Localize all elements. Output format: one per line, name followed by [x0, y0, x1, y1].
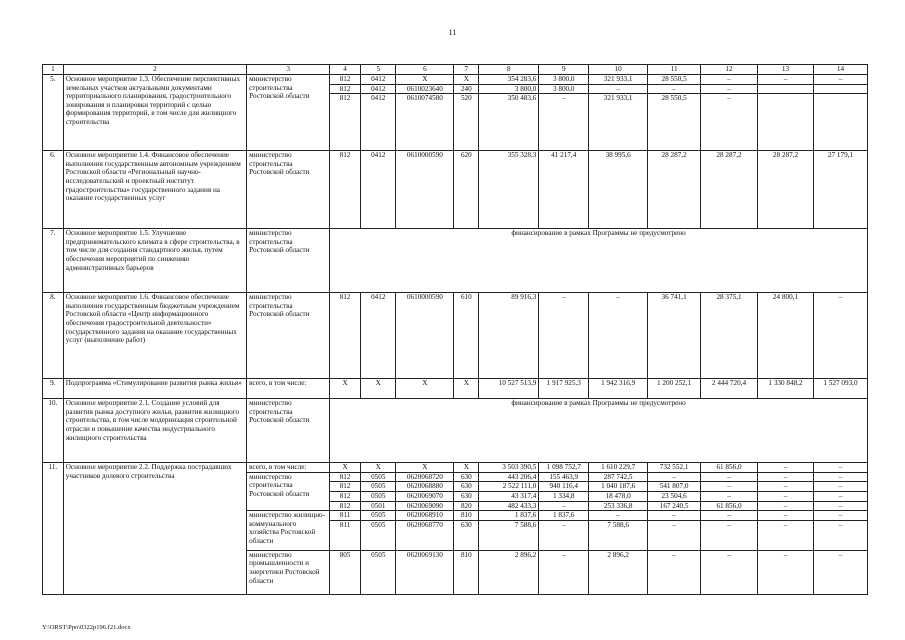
value-cell: –	[813, 482, 867, 492]
value-cell: 0610000590	[396, 151, 454, 229]
value-cell: 28 375,1	[701, 293, 758, 379]
column-header: 5	[361, 65, 396, 75]
executor-cell: министерство строительства Ростовской области	[247, 472, 330, 510]
value-cell: X	[361, 379, 396, 399]
value-cell: 812	[330, 293, 361, 379]
value-cell: 287 742,5	[589, 472, 648, 482]
row-number: 9.	[43, 379, 64, 399]
value-cell: –	[758, 75, 814, 85]
value-cell: 811	[330, 511, 361, 521]
value-cell: 0412	[361, 84, 396, 94]
value-cell: –	[648, 472, 701, 482]
row-number: 7.	[43, 229, 64, 293]
value-cell: –	[539, 520, 589, 550]
value-cell: –	[701, 472, 758, 482]
value-cell: –	[589, 84, 648, 94]
value-cell: –	[539, 94, 589, 151]
value-cell: 10 527 513,9	[479, 379, 539, 399]
value-cell: 0620069090	[396, 501, 454, 511]
value-cell: –	[813, 463, 867, 473]
activity-name: Основное мероприятие 1.6. Финансовое обеспечение выполнения государственным бюджетным учреждением Ростовской области «Центр информационного обеспечения градостроительной деятельности» государственного задания на оказание государственных услуг (выполнение работ)	[63, 293, 246, 379]
value-cell: 28 287,2	[701, 151, 758, 229]
value-cell: 610	[454, 293, 479, 379]
executor-cell: министерство промышленности и энергетики Ростовской области	[247, 550, 330, 594]
executor-cell: министерство жилищно-коммунального хозяйства Ростовской области	[247, 511, 330, 551]
financing-note: финансирование в рамках Программы не предусмотрено	[330, 399, 868, 463]
value-cell: –	[758, 520, 814, 550]
value-cell: –	[758, 550, 814, 594]
column-header: 12	[701, 65, 758, 75]
value-cell: 811	[330, 520, 361, 550]
value-cell: 2 444 720,4	[701, 379, 758, 399]
value-cell: X	[454, 463, 479, 473]
activity-name: Основное мероприятие 2.1. Создание условий для развития рынка доступного жилья, развития жилищного строительства, в том числе модернизация строительной отрасли и повышение качества индустриального жилищного строительства	[63, 399, 246, 463]
value-cell	[813, 94, 867, 151]
value-cell: –	[813, 511, 867, 521]
value-cell: 355 328,3	[479, 151, 539, 229]
value-cell: 354 283,6	[479, 75, 539, 85]
activity-name: Основное мероприятие 1.3. Обеспечение перспективных земельных участков актуальными документами территориального планирования, градостроительного зонирования и планировки территорий с целью формирования территорий, в том числе для жилищного строительства	[63, 75, 246, 151]
value-cell: 253 336,8	[589, 501, 648, 511]
value-cell: 443 206,4	[479, 472, 539, 482]
value-cell: –	[648, 84, 701, 94]
value-cell: –	[701, 550, 758, 594]
value-cell: X	[396, 75, 454, 85]
value-cell: 0505	[361, 482, 396, 492]
column-header: 13	[758, 65, 814, 75]
program-finance-table	[42, 64, 868, 595]
value-cell: –	[648, 520, 701, 550]
column-header: 9	[539, 65, 589, 75]
column-header: 10	[589, 65, 648, 75]
value-cell: 321 933,1	[589, 75, 648, 85]
financing-note: финансирование в рамках Программы не предусмотрено	[330, 229, 868, 293]
value-cell: 0505	[361, 472, 396, 482]
value-cell: 167 240,5	[648, 501, 701, 511]
value-cell: 482 433,3	[479, 501, 539, 511]
value-cell: 38 995,6	[589, 151, 648, 229]
value-cell: –	[701, 520, 758, 550]
value-cell: 36 741,1	[648, 293, 701, 379]
column-header: 14	[813, 65, 867, 75]
value-cell: 61 856,0	[701, 501, 758, 511]
value-cell: 630	[454, 472, 479, 482]
value-cell: –	[813, 520, 867, 550]
value-cell: 3 503 390,5	[479, 463, 539, 473]
value-cell: 2 896,2	[479, 550, 539, 594]
value-cell: 43 317,4	[479, 491, 539, 501]
value-cell: 2 522 111,0	[479, 482, 539, 492]
value-cell: X	[330, 463, 361, 473]
value-cell: 1 527 093,0	[813, 379, 867, 399]
value-cell: –	[813, 491, 867, 501]
value-cell: 89 916,3	[479, 293, 539, 379]
value-cell: 28 550,5	[648, 94, 701, 151]
column-header: 2	[63, 65, 246, 75]
executor-cell: всего, в том числе:	[247, 463, 330, 473]
value-cell: X	[454, 379, 479, 399]
value-cell: 812	[330, 501, 361, 511]
value-cell: 0501	[361, 501, 396, 511]
page-number: 11	[448, 28, 457, 37]
table-row	[43, 293, 868, 379]
value-cell: 321 933,1	[589, 94, 648, 151]
footer-file-path: Y:\ORST\Ppo\0322p196.f21.docx	[42, 624, 131, 631]
value-cell: –	[813, 293, 867, 379]
row-number: 8.	[43, 293, 64, 379]
value-cell: 0620068720	[396, 472, 454, 482]
value-cell: 630	[454, 482, 479, 492]
value-cell: 620	[454, 151, 479, 229]
value-cell: 155 463,9	[539, 472, 589, 482]
value-cell: –	[539, 550, 589, 594]
value-cell: 2 896,2	[589, 550, 648, 594]
table-row	[43, 379, 868, 399]
value-cell: 812	[330, 84, 361, 94]
executor-cell: министерство строительства Ростовской области	[247, 75, 330, 151]
value-cell	[758, 84, 814, 94]
value-cell: 240	[454, 84, 479, 94]
value-cell: 812	[330, 472, 361, 482]
value-cell: –	[589, 511, 648, 521]
value-cell: 27 179,1	[813, 151, 867, 229]
value-cell: –	[701, 491, 758, 501]
value-cell: –	[539, 501, 589, 511]
value-cell: 812	[330, 94, 361, 151]
value-cell: –	[813, 472, 867, 482]
activity-name: Подпрограмма «Стимулирование развития рынка жилья»	[63, 379, 246, 399]
value-cell: 810	[454, 550, 479, 594]
value-cell: 3 800,0	[479, 84, 539, 94]
value-cell: 28 287,2	[648, 151, 701, 229]
value-cell: 1 334,8	[539, 491, 589, 501]
activity-name: Основное мероприятие 1.5. Улучшение предпринимательского климата в сфере строительства, в том числе для создания стандартного жилья, путем обеспечения мероприятий по снижению административных барьеров	[63, 229, 246, 293]
value-cell: 732 552,1	[648, 463, 701, 473]
value-cell: 350 483,6	[479, 94, 539, 151]
value-cell: –	[701, 511, 758, 521]
value-cell: –	[648, 550, 701, 594]
value-cell: 541 807,0	[648, 482, 701, 492]
value-cell: 0610023640	[396, 84, 454, 94]
value-cell: 0412	[361, 94, 396, 151]
value-cell: 0505	[361, 520, 396, 550]
table-row	[43, 75, 868, 85]
column-header: 11	[648, 65, 701, 75]
value-cell: 28 550,5	[648, 75, 701, 85]
value-cell: –	[701, 84, 758, 94]
column-header: 4	[330, 65, 361, 75]
value-cell: –	[701, 482, 758, 492]
value-cell: 0620069070	[396, 491, 454, 501]
value-cell: 0505	[361, 511, 396, 521]
table-row	[43, 463, 868, 473]
executor-cell: министерство строительства Ростовской области	[247, 399, 330, 463]
value-cell: –	[758, 511, 814, 521]
value-cell: 940 116,4	[539, 482, 589, 492]
value-cell: 0412	[361, 75, 396, 85]
value-cell: 0505	[361, 550, 396, 594]
value-cell: 1 610 229,7	[589, 463, 648, 473]
value-cell: 0610000590	[396, 293, 454, 379]
column-header: 1	[43, 65, 64, 75]
value-cell: 812	[330, 482, 361, 492]
value-cell: 0505	[361, 491, 396, 501]
executor-cell: всего, в том числе:	[247, 379, 330, 399]
value-cell: X	[396, 463, 454, 473]
table-row	[43, 399, 868, 463]
value-cell: X	[330, 379, 361, 399]
value-cell: 1 098 752,7	[539, 463, 589, 473]
value-cell: –	[813, 550, 867, 594]
value-cell: –	[758, 501, 814, 511]
value-cell: 0412	[361, 151, 396, 229]
value-cell: –	[701, 75, 758, 85]
value-cell: 0620068770	[396, 520, 454, 550]
value-cell: 1 837,6	[539, 511, 589, 521]
value-cell: –	[758, 463, 814, 473]
value-cell	[758, 94, 814, 151]
value-cell: 0620068910	[396, 511, 454, 521]
executor-cell: министерство строительства Ростовской области	[247, 229, 330, 293]
value-cell: 812	[330, 75, 361, 85]
row-number: 10.	[43, 399, 64, 463]
column-header: 8	[479, 65, 539, 75]
value-cell: –	[539, 293, 589, 379]
value-cell: 1 917 925,3	[539, 379, 589, 399]
value-cell: 1 200 252,1	[648, 379, 701, 399]
value-cell: 812	[330, 151, 361, 229]
value-cell: 630	[454, 520, 479, 550]
value-cell: 7 588,6	[479, 520, 539, 550]
table-row	[43, 151, 868, 229]
value-cell: 41 217,4	[539, 151, 589, 229]
value-cell: 0620068880	[396, 482, 454, 492]
executor-cell: министерство строительства Ростовской области	[247, 151, 330, 229]
value-cell: 810	[454, 511, 479, 521]
column-header: 7	[454, 65, 479, 75]
header-row	[43, 65, 868, 75]
value-cell: 1 837,6	[479, 511, 539, 521]
row-number: 11.	[43, 463, 64, 595]
value-cell: –	[701, 94, 758, 151]
value-cell: 812	[330, 491, 361, 501]
value-cell: 1 330 848,2	[758, 379, 814, 399]
value-cell: 18 478,0	[589, 491, 648, 501]
value-cell: 0412	[361, 293, 396, 379]
value-cell: 23 504,6	[648, 491, 701, 501]
value-cell: 1 040 187,6	[589, 482, 648, 492]
value-cell: –	[589, 293, 648, 379]
value-cell: 1 942 316,9	[589, 379, 648, 399]
column-header: 3	[247, 65, 330, 75]
value-cell: –	[648, 511, 701, 521]
value-cell: 7 588,6	[589, 520, 648, 550]
executor-cell: министерство строительства Ростовской области	[247, 293, 330, 379]
value-cell: 24 800,1	[758, 293, 814, 379]
row-number: 6.	[43, 151, 64, 229]
value-cell: 0620069130	[396, 550, 454, 594]
value-cell: 820	[454, 501, 479, 511]
value-cell: X	[396, 379, 454, 399]
activity-name: Основное мероприятие 2.2. Поддержка пострадавших участников долевого строительства	[63, 463, 246, 595]
activity-name: Основное мероприятие 1.4. Финансовое обеспечение выполнения государственным автономным учреждением Ростовской области «Региональный научно-исследовательский и проектный институт градостроительства» государственного задания на оказание государственных услуг	[63, 151, 246, 229]
column-header: 6	[396, 65, 454, 75]
value-cell: X	[454, 75, 479, 85]
value-cell: X	[361, 463, 396, 473]
value-cell: 3 800,0	[539, 75, 589, 85]
value-cell	[813, 84, 867, 94]
value-cell: –	[758, 482, 814, 492]
value-cell: –	[758, 472, 814, 482]
value-cell: 630	[454, 491, 479, 501]
table-row	[43, 229, 868, 293]
value-cell: 61 856,0	[701, 463, 758, 473]
value-cell: 0610074580	[396, 94, 454, 151]
value-cell: 28 287,2	[758, 151, 814, 229]
value-cell: –	[758, 491, 814, 501]
value-cell: 520	[454, 94, 479, 151]
value-cell: 3 800,0	[539, 84, 589, 94]
value-cell: –	[813, 501, 867, 511]
row-number: 5.	[43, 75, 64, 151]
value-cell: 805	[330, 550, 361, 594]
value-cell: –	[813, 75, 867, 85]
